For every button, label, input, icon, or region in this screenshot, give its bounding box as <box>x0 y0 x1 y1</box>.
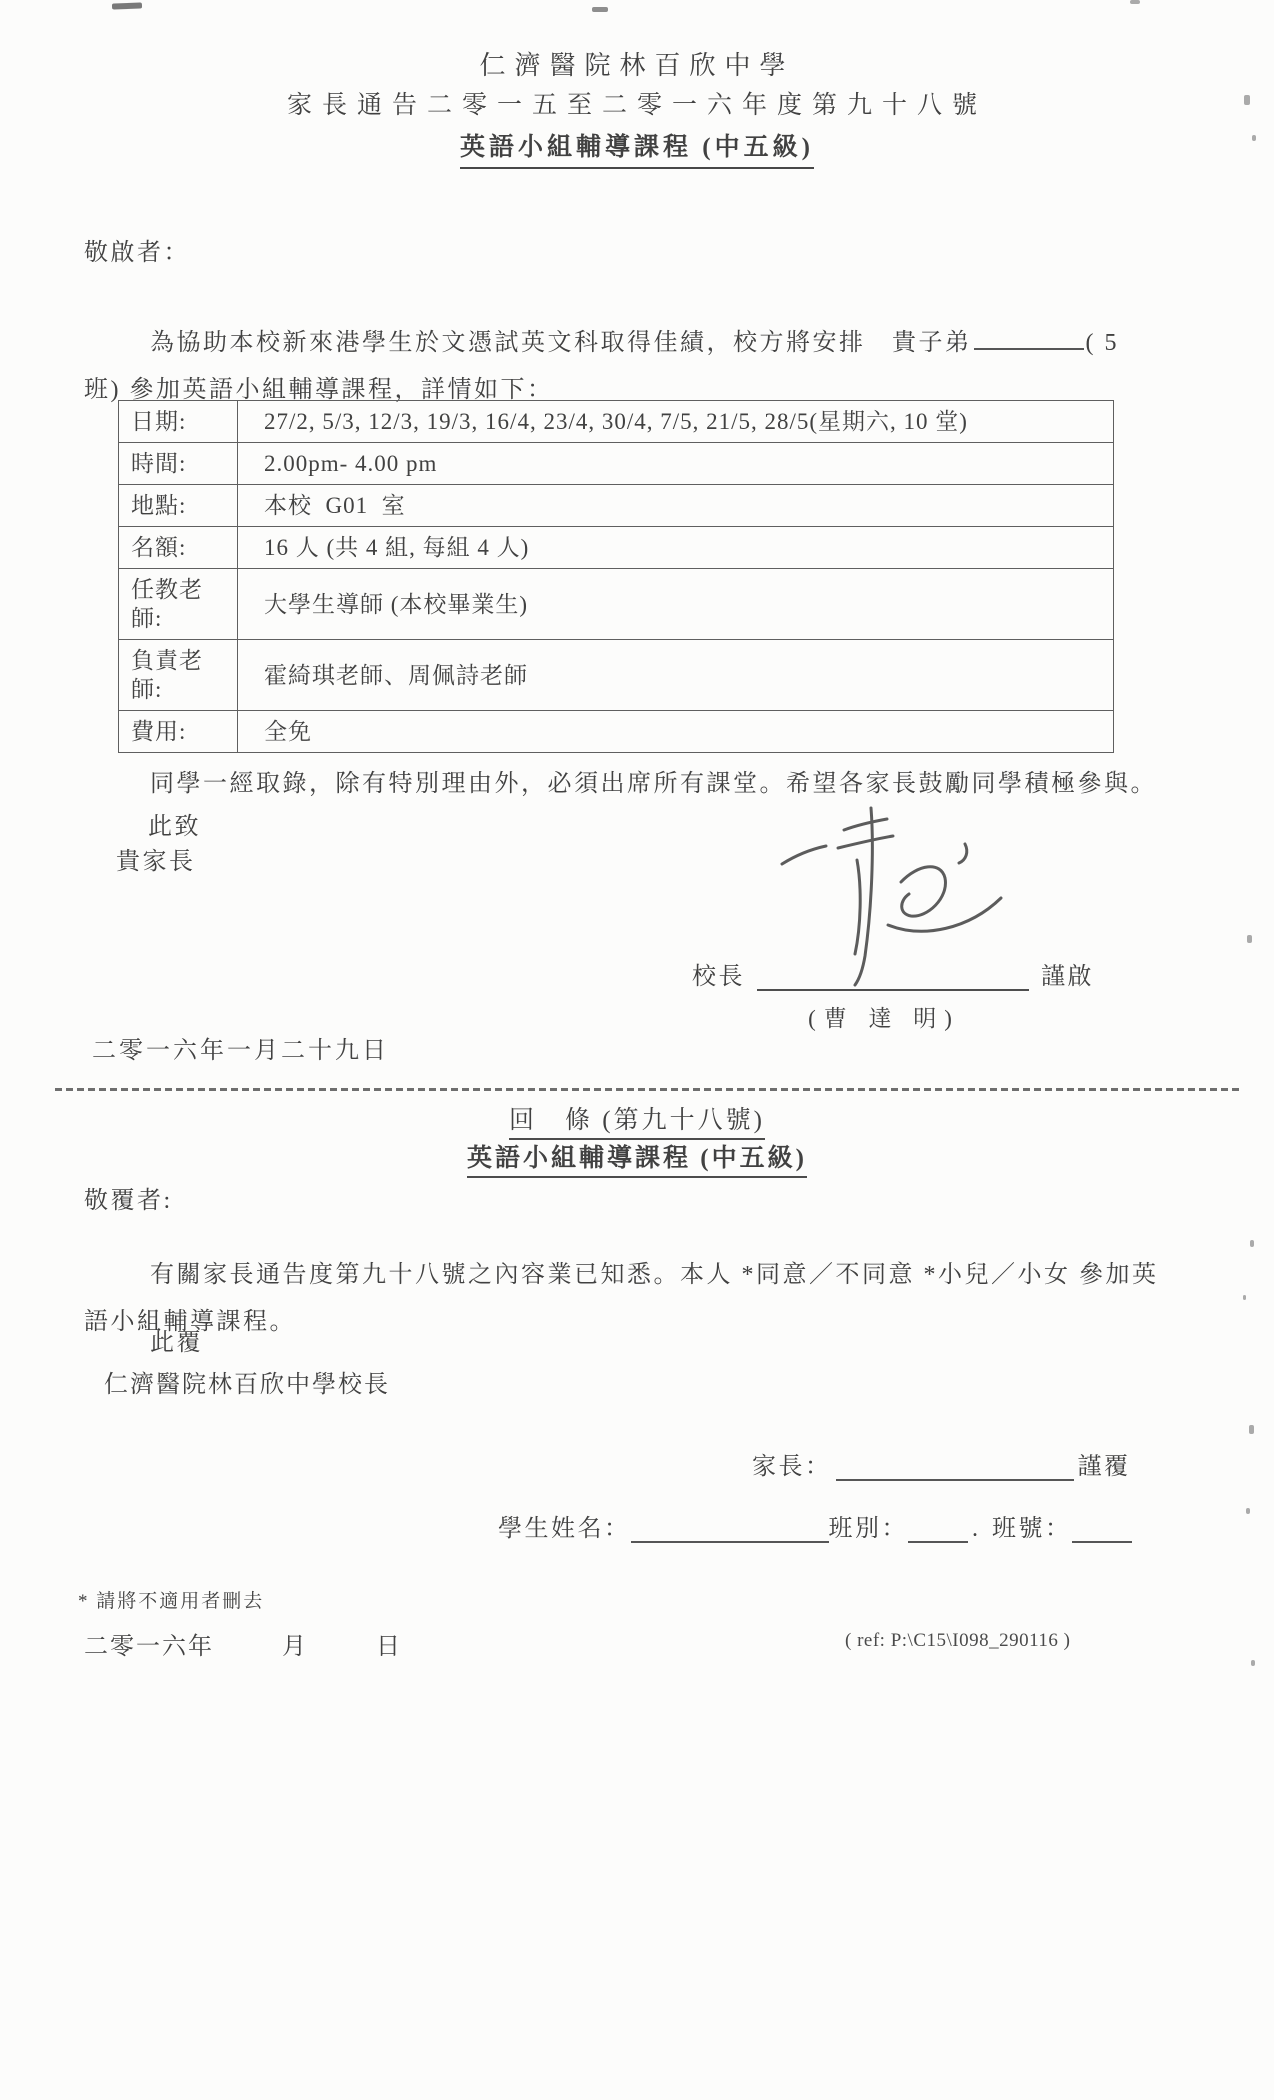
table-row-value: 大學生導師 (本校畢業生) <box>238 569 1114 640</box>
table-row-label: 費用: <box>119 711 238 753</box>
notice-date: 二零一六年一月二十九日 <box>92 1038 389 1064</box>
table-row-label: 負責老師: <box>119 640 238 711</box>
table-row-value: 2.00pm- 4.00 pm <box>238 443 1114 485</box>
class-blank <box>908 1513 968 1543</box>
table-row-value: 27/2, 5/3, 12/3, 19/3, 16/4, 23/4, 30/4, 7/5, 21/5, 28/5(星期六, 10 堂) <box>238 401 1114 443</box>
table-row <box>119 485 1114 527</box>
reply-slip-subject-row <box>0 1138 1274 1178</box>
class-number-label: 班號： <box>992 1516 1072 1542</box>
parent-label: 家長： <box>752 1454 832 1480</box>
reply-salutation: 敬覆者: <box>84 1188 173 1214</box>
table-row <box>119 711 1114 753</box>
scan-artifact <box>592 7 608 12</box>
scan-artifact <box>1130 0 1140 4</box>
principal-name: (曹 達 明) <box>808 1006 960 1031</box>
reply-body-line2: 語小組輔導課程。 <box>84 1309 296 1335</box>
table-row <box>119 401 1114 443</box>
student-info-row <box>498 1508 1132 1543</box>
reply-this-reply: 此覆 <box>150 1330 203 1356</box>
reply-slip-title-row <box>0 1100 1274 1140</box>
closing-this-to: 此致 <box>148 814 201 840</box>
scan-artifact <box>1247 935 1252 943</box>
scan-artifact <box>1243 1295 1246 1300</box>
student-name-label: 學生姓名： <box>498 1516 631 1542</box>
table-row <box>119 569 1114 640</box>
reply-body-line1: 有關家長通告度第九十八號之內容業已知悉。本人 *同意／不同意 *小兒／小女 參加英 <box>150 1262 1159 1288</box>
principal-label: 校長 <box>692 964 745 990</box>
intro-text-2: ( 5 <box>1085 330 1119 356</box>
tear-off-dashed-line <box>55 1088 1241 1091</box>
table-row <box>119 443 1114 485</box>
course-details-table <box>118 400 1114 753</box>
table-row-value: 16 人 (共 4 組, 每組 4 人) <box>238 527 1114 569</box>
reply-slip-title: 回 條 (第九十八號) <box>509 1100 765 1140</box>
reply-addressee: 仁濟醫院林百欣中學校長 <box>104 1372 390 1398</box>
salutation: 敬啟者： <box>84 240 190 266</box>
table-row-label: 日期: <box>119 401 238 443</box>
file-reference: ( ref: P:\C15\I098_290116 ) <box>845 1630 1071 1651</box>
closing-recipient: 貴家長 <box>116 849 196 875</box>
scan-artifact <box>1251 1660 1255 1666</box>
class-label: 班別： <box>828 1516 908 1542</box>
parent-signature-row <box>752 1446 1131 1481</box>
table-row-label: 名額: <box>119 527 238 569</box>
scan-artifact <box>1249 1425 1254 1434</box>
parent-signature-blank <box>836 1451 1074 1481</box>
table-row <box>119 640 1114 711</box>
school-name: 仁濟醫院林百欣中學 <box>479 51 795 80</box>
notice-subject: 英語小組輔導課程 (中五級) <box>460 132 814 169</box>
class-dot: . <box>972 1516 978 1542</box>
table-row-label: 時間: <box>119 443 238 485</box>
table-row <box>119 527 1114 569</box>
table-row-label: 地點: <box>119 485 238 527</box>
student-name-blank <box>974 345 1084 350</box>
reply-body-paragraph <box>84 1252 1234 1346</box>
class-number-blank <box>1072 1513 1132 1543</box>
scan-artifact <box>1250 1240 1254 1247</box>
attendance-note: 同學一經取錄，除有特別理由外，必須出席所有課堂。希望各家長鼓勵同學積極參與。 <box>150 771 1157 797</box>
student-name-blank <box>631 1513 829 1543</box>
scan-artifact <box>112 2 142 9</box>
reply-date-day: 日 <box>376 1634 402 1660</box>
delete-inapplicable-footnote: * 請將不適用者刪去 <box>78 1591 265 1612</box>
table-row-label: 任教老師: <box>119 569 238 640</box>
reply-date-line <box>84 1626 402 1661</box>
reply-date-year: 二零一六年 <box>84 1634 214 1660</box>
reply-slip-subject: 英語小組輔導課程 (中五級) <box>467 1138 807 1178</box>
notice-title: 家長通告二零一五至二零一六年度第九十八號 <box>286 92 987 119</box>
notice-header <box>0 50 1274 169</box>
table-row-value: 全免 <box>238 711 1114 753</box>
intro-text-1: 為協助本校新來港學生於文憑試英文科取得佳績，校方將安排 貴子弟 <box>150 330 972 356</box>
table-row-value: 本校 G01 室 <box>238 485 1114 527</box>
reply-date-month: 月 <box>282 1634 308 1660</box>
principal-signature <box>768 806 1018 991</box>
scan-artifact <box>1246 1508 1250 1514</box>
intro-text-3: 班) 參加英語小組輔導課程，詳情如下： <box>84 377 554 403</box>
respectfully-label: 謹啟 <box>1041 964 1094 990</box>
table-row-value: 霍綺琪老師、周佩詩老師 <box>238 640 1114 711</box>
parent-respectfully-label: 謹覆 <box>1077 1454 1131 1480</box>
